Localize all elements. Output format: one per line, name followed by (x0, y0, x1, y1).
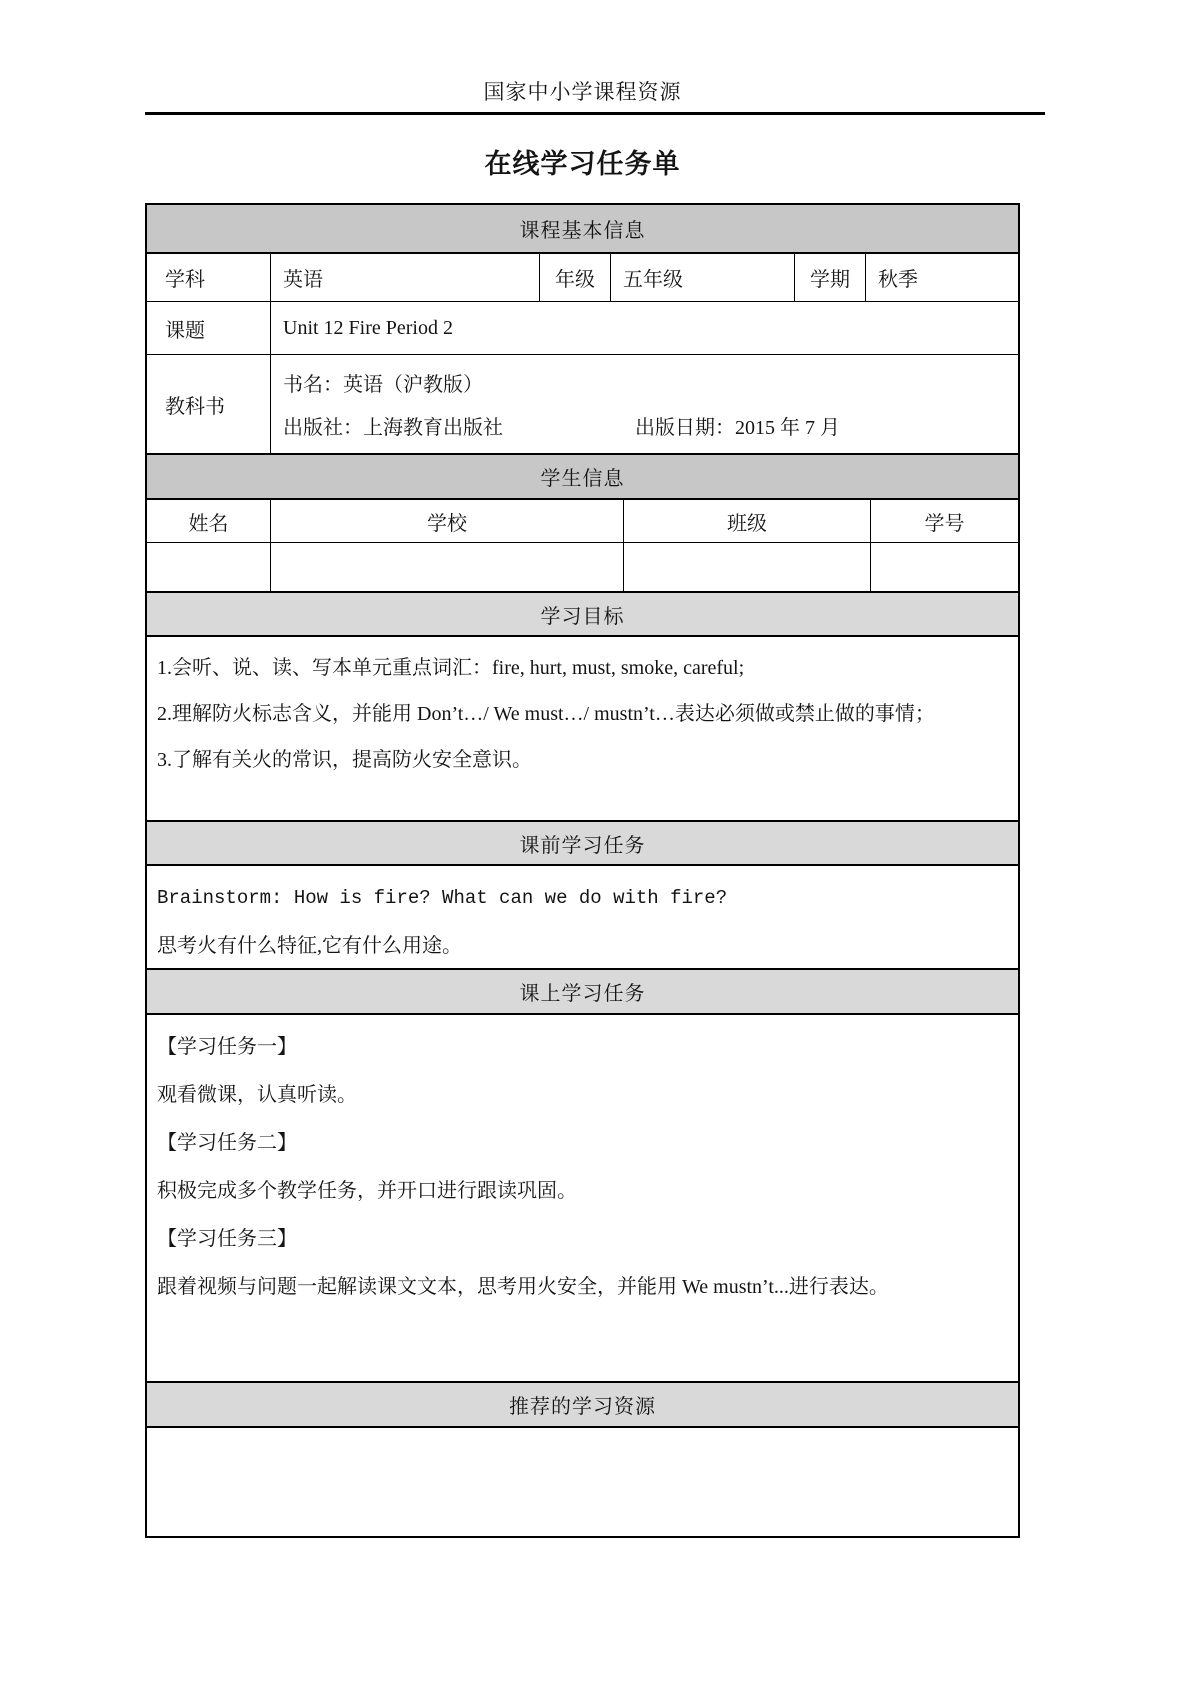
textbook-cell (270, 355, 1018, 453)
pre-class-task-line: Brainstorm: How is fire? What can we do with fire? (157, 887, 728, 909)
student-school-field[interactable] (270, 543, 623, 591)
in-class-task-line: 积极完成多个教学任务，并开口进行跟读巩固。 (157, 1180, 577, 1202)
textbook-label: 教科书 (165, 395, 225, 418)
textbook-publisher: 出版社：上海教育出版社 (283, 416, 503, 439)
section-header-course-info: 课程基本信息 (147, 205, 1018, 254)
student-id-label: 学号 (870, 500, 1018, 542)
in-class-task-line: 【学习任务二】 (157, 1132, 297, 1154)
textbook-publisher-line (283, 411, 1018, 440)
subject-value: 英语 (270, 254, 539, 301)
textbook-name: 书名：英语（沪教版） (283, 374, 483, 397)
in-class-task-line: 【学习任务一】 (157, 1036, 297, 1058)
section-header-in-class-tasks: 课上学习任务 (147, 968, 1018, 1015)
course-textbook-row (147, 355, 1018, 453)
textbook-publish-date: 出版日期：2015 年 7 月 (635, 416, 840, 439)
student-name-field[interactable] (147, 543, 270, 591)
header-divider (145, 112, 1045, 115)
goal-item: 3.了解有关火的常识，提高防火安全意识。 (157, 749, 532, 771)
student-name-label: 姓名 (188, 512, 229, 535)
in-class-task-line: 跟着视频与问题一起解读课文文本，思考用火安全，并能用 We mustn’t...进行表达。 (157, 1276, 889, 1298)
student-id-field[interactable] (870, 543, 1018, 591)
section-header-learning-goals: 学习目标 (147, 591, 1018, 637)
course-topic-row (147, 302, 1018, 355)
site-header: 国家中小学课程资源 (483, 80, 682, 104)
course-subject-row (147, 254, 1018, 302)
grade-label: 年级 (539, 254, 610, 301)
recommended-resources-blank[interactable] (147, 1428, 1018, 1536)
student-info-blank-row (147, 543, 1018, 591)
student-class-field[interactable] (623, 543, 870, 591)
term-label: 学期 (794, 254, 865, 301)
topic-value: Unit 12 Fire Period 2 (270, 302, 1018, 354)
section-header-student-info: 学生信息 (147, 453, 1018, 500)
pre-class-task-line: 思考火有什么特征,它有什么用途。 (157, 935, 462, 957)
student-school-label: 学校 (270, 500, 623, 542)
topic-label: 课题 (165, 319, 205, 342)
page-title: 在线学习任务单 (484, 149, 681, 179)
in-class-task-line: 观看微课，认真听读。 (157, 1084, 357, 1106)
goal-item: 1.会听、说、读、写本单元重点词汇：fire, hurt, must, smoke, careful; (157, 657, 745, 679)
pre-class-tasks-content (147, 866, 1018, 968)
subject-label: 学科 (165, 269, 205, 291)
goal-item: 2.理解防火标志含义，并能用 Don’t…/ We must…/ mustn’t…表达必须做或禁止做的事情； (157, 703, 935, 725)
learning-goals-content (147, 637, 1018, 820)
student-info-header-row (147, 500, 1018, 543)
in-class-tasks-content (147, 1015, 1018, 1381)
section-header-recommended-resources: 推荐的学习资源 (147, 1381, 1018, 1428)
student-class-label: 班级 (623, 500, 870, 542)
task-sheet-table (145, 203, 1020, 1538)
section-header-pre-class-tasks: 课前学习任务 (147, 820, 1018, 866)
grade-value: 五年级 (610, 254, 794, 301)
term-value: 秋季 (865, 254, 1018, 301)
in-class-task-line: 【学习任务三】 (157, 1228, 297, 1250)
